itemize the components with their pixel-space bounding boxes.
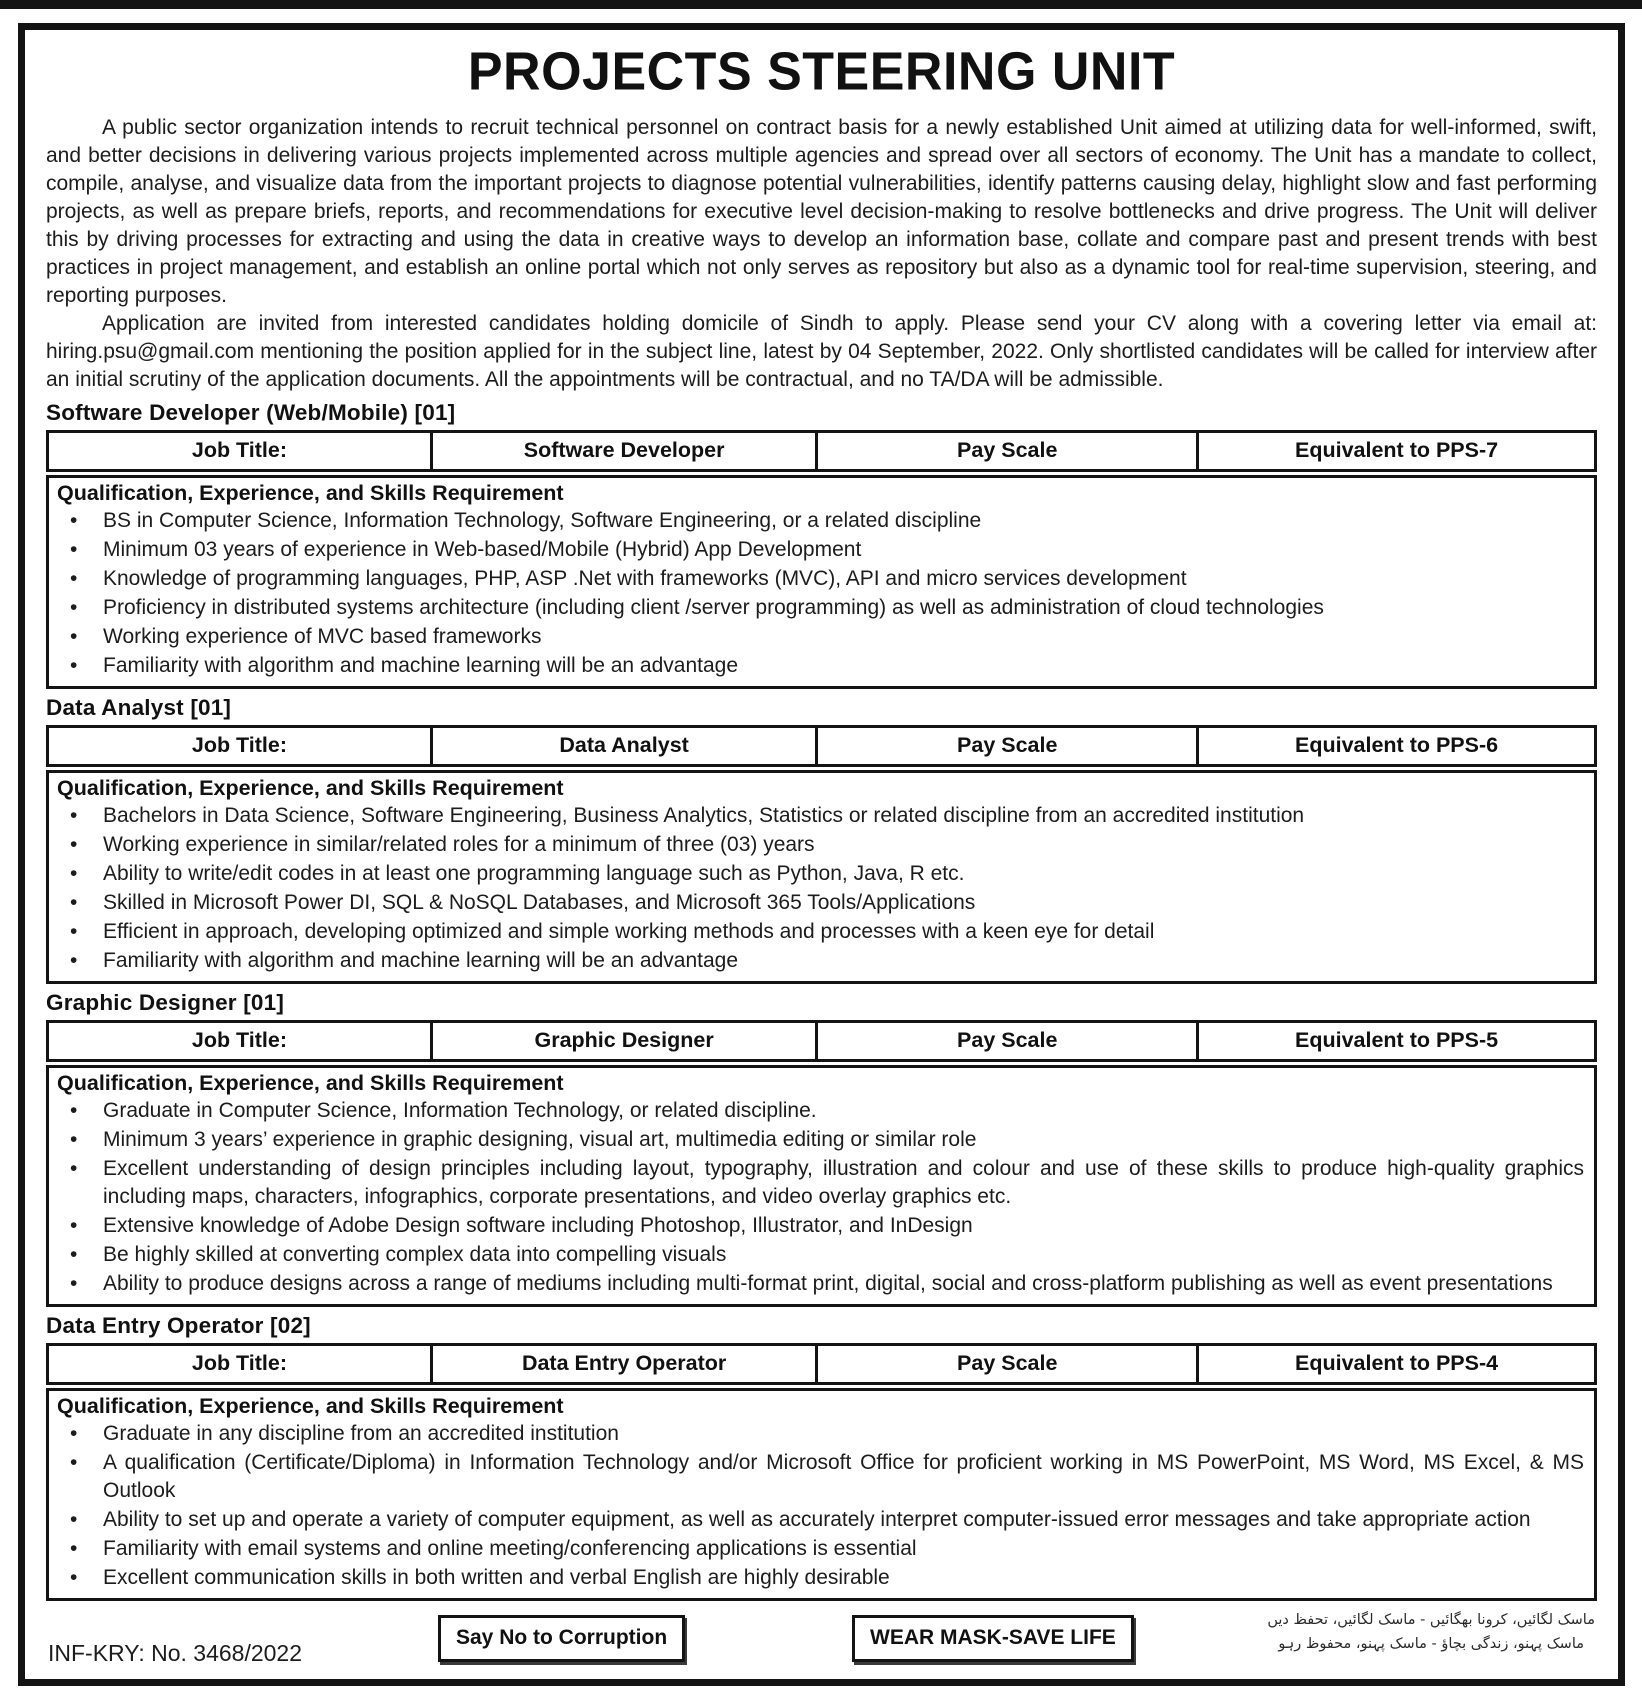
requirement-item: • Bachelors in Data Science, Software Engineering, Business Analytics, Statistics or related discipline from an accredited institution	[57, 802, 1584, 830]
requirement-item: • Ability to write/edit codes in at least one programming language such as Python, Java, R etc.	[57, 860, 1584, 888]
qualification-box	[46, 1065, 1597, 1307]
qualification-box	[46, 475, 1597, 689]
pay-scale-value: Equivalent to PPS-5	[1198, 1022, 1596, 1061]
anti-corruption-slogan-box: Say No to Corruption	[438, 1615, 685, 1662]
job-title-value: Data Analyst	[431, 727, 816, 766]
requirement-item: • Familiarity with algorithm and machine learning will be an advantage	[57, 652, 1584, 680]
pay-scale-value: Equivalent to PPS-6	[1198, 727, 1596, 766]
intro-paragraph-2: Application are invited from interested candidates holding domicile of Sindh to apply. Please send your CV along with a covering letter via email at: hiring.psu@gmail.com mentioning the position applied for in the subject line, latest by 04 September, 2022. Only shortlisted candidates will be called for interview after an initial scrutiny of the application documents. All the appointments will be contractual, and no TA/DA will be admissible.	[46, 312, 1597, 391]
requirement-item: • Graduate in any discipline from an accredited institution	[57, 1420, 1584, 1448]
requirement-item: • Excellent communication skills in both written and verbal English are highly desirable	[57, 1564, 1584, 1592]
job-section-heading: Data Analyst [01]	[46, 695, 232, 720]
table-row	[48, 1022, 1596, 1061]
qualification-heading: Qualification, Experience, and Skills Requirement	[57, 1071, 564, 1095]
urdu-note-line-1: ماسک لگائیں، کرونا بھگائیں - ماسک لگائیں، تحفظ دیں	[1267, 1612, 1595, 1628]
ad-footer	[46, 1607, 1597, 1671]
requirement-item: • Working experience in similar/related roles for a minimum of three (03) years	[57, 831, 1584, 859]
job-title-table	[46, 1020, 1597, 1062]
ad-title: PROJECTS STEERING UNIT	[467, 41, 1176, 103]
requirements-list	[57, 1097, 1584, 1298]
requirement-item: • Graduate in Computer Science, Information Technology, or related discipline.	[57, 1097, 1584, 1125]
requirement-item: • Excellent understanding of design principles including layout, typography, illustration and colour and use of these skills to produce high-quality graphics including maps, characters, infographics, corporate presentations, and video overlay graphics etc.	[57, 1155, 1584, 1211]
urdu-note-line-2: ماسک پہنو، زندگی بچاؤ - ماسک پہنو، محفوظ رہو	[1278, 1635, 1585, 1652]
requirements-list	[57, 802, 1584, 975]
job-section-software-developer	[46, 394, 1597, 689]
job-title-label: Job Title:	[48, 727, 432, 766]
requirements-list	[57, 507, 1584, 680]
qualification-heading: Qualification, Experience, and Skills Requirement	[57, 776, 564, 800]
requirement-item: • Ability to produce designs across a range of mediums including multi-format print, digital, social and cross-platform publishing as well as event presentations	[57, 1270, 1584, 1298]
requirement-item: • Familiarity with email systems and online meeting/conferencing applications is essential	[57, 1535, 1584, 1563]
requirement-item: • Working experience of MVC based frameworks	[57, 623, 1584, 651]
job-title-table	[46, 725, 1597, 767]
requirement-item: • Extensive knowledge of Adobe Design software including Photoshop, Illustrator, and InDesign	[57, 1212, 1584, 1240]
job-title-label: Job Title:	[48, 1022, 432, 1061]
requirement-item: • Minimum 3 years’ experience in graphic designing, visual art, multimedia editing or similar role	[57, 1126, 1584, 1154]
requirement-item: • Efficient in approach, developing optimized and simple working methods and processes with a keen eye for detail	[57, 918, 1584, 946]
job-section-data-analyst	[46, 689, 1597, 984]
job-section-graphic-designer	[46, 984, 1597, 1307]
job-title-value: Software Developer	[431, 432, 816, 471]
job-title-label: Job Title:	[48, 432, 432, 471]
requirement-item: • Proficiency in distributed systems architecture (including client /server programming) as well as administration of cloud technologies	[57, 594, 1584, 622]
requirement-item: • BS in Computer Science, Information Technology, Software Engineering, or a related discipline	[57, 507, 1584, 535]
requirements-list	[57, 1420, 1584, 1592]
intro-paragraph-1: A public sector organization intends to recruit technical personnel on contract basis for a newly established Unit aimed at utilizing data for well-informed, swift, and better decisions in delivering various projects implemented across multiple agencies and spread over all sectors of economy. The Unit has a mandate to collect, compile, analyse, and visualize data from the important projects to diagnose potential vulnerabilities, identify patterns causing delay, highlight slow and fast performing projects, as well as prepare briefs, reports, and recommendations for executive level decision-making to resolve bottlenecks and drive progress. The Unit will deliver this by driving processes for extracting and using the data in creative ways to develop an information base, collate and compare past and present trends with best practices in project management, and establish an online portal which not only serves as repository but also as a dynamic tool for real-time supervision, steering, and reporting purposes.	[46, 116, 1597, 307]
pay-scale-label: Pay Scale	[817, 727, 1198, 766]
table-row	[48, 727, 1596, 766]
pay-scale-value: Equivalent to PPS-4	[1198, 1345, 1596, 1384]
requirement-item: • Knowledge of programming languages, PHP, ASP .Net with frameworks (MVC), API and micro services development	[57, 565, 1584, 593]
job-section-heading: Data Entry Operator [02]	[46, 1313, 311, 1338]
pay-scale-label: Pay Scale	[817, 1022, 1198, 1061]
requirement-item: • Minimum 03 years of experience in Web-based/Mobile (Hybrid) App Development	[57, 536, 1584, 564]
job-advertisement	[18, 23, 1625, 1686]
job-title-value: Data Entry Operator	[431, 1345, 816, 1384]
requirement-item: • A qualification (Certificate/Diploma) in Information Technology and/or Microsoft Office for proficient working in MS PowerPoint, MS Word, MS Excel, & MS Outlook	[57, 1449, 1584, 1505]
job-title-table	[46, 430, 1597, 472]
job-title-table	[46, 1343, 1597, 1385]
qualification-heading: Qualification, Experience, and Skills Requirement	[57, 481, 564, 505]
job-title-label: Job Title:	[48, 1345, 432, 1384]
job-section-heading: Software Developer (Web/Mobile) [01]	[46, 400, 456, 425]
qualification-box	[46, 770, 1597, 984]
requirement-item: • Be highly skilled at converting complex data into compelling visuals	[57, 1241, 1584, 1269]
requirement-item: • Familiarity with algorithm and machine learning will be an advantage	[57, 947, 1584, 975]
table-row	[48, 432, 1596, 471]
advertisement-reference-number: INF-KRY: No. 3468/2022	[48, 1640, 302, 1666]
job-section-data-entry-operator	[46, 1307, 1597, 1601]
table-row	[48, 1345, 1596, 1384]
qualification-box	[46, 1388, 1597, 1601]
requirement-item: • Ability to set up and operate a variety of computer equipment, as well as accurately interpret computer-issued error messages and take appropriate action	[57, 1506, 1584, 1534]
page-top-rule	[0, 0, 1642, 9]
pay-scale-value: Equivalent to PPS-7	[1198, 432, 1596, 471]
urdu-mask-awareness-note	[1267, 1609, 1595, 1657]
qualification-heading: Qualification, Experience, and Skills Requirement	[57, 1394, 564, 1418]
pay-scale-label: Pay Scale	[817, 432, 1198, 471]
pay-scale-label: Pay Scale	[817, 1345, 1198, 1384]
job-section-heading: Graphic Designer [01]	[46, 990, 285, 1015]
wear-mask-slogan-box: WEAR MASK-SAVE LIFE	[852, 1615, 1134, 1662]
job-title-value: Graphic Designer	[431, 1022, 816, 1061]
requirement-item: • Skilled in Microsoft Power DI, SQL & NoSQL Databases, and Microsoft 365 Tools/Applications	[57, 889, 1584, 917]
